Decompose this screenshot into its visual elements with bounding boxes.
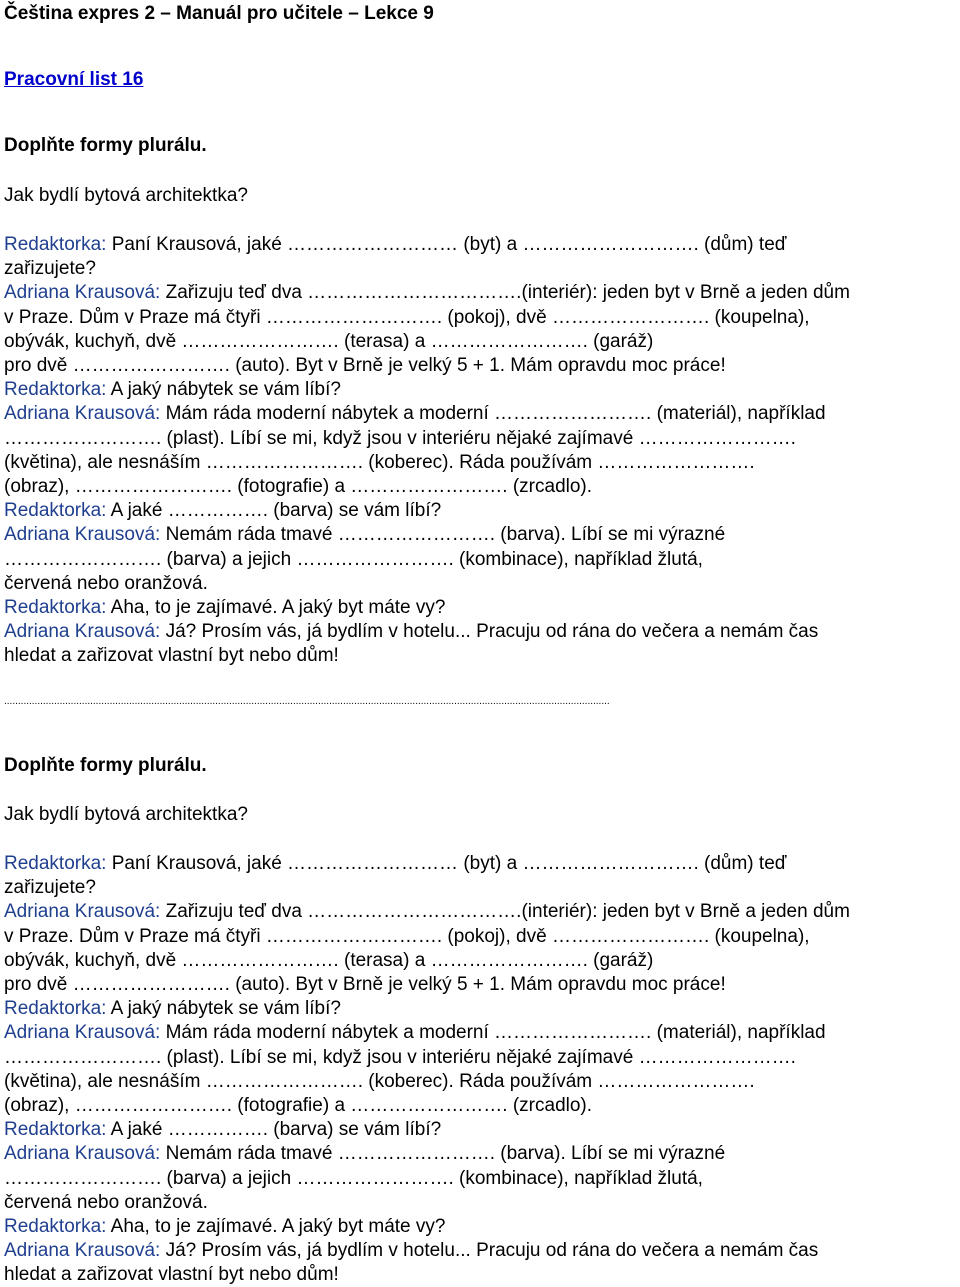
dialogue-line	[4, 402, 826, 426]
dialogue-line	[4, 499, 441, 523]
dialogue-text: pro dvě ……………………. (auto). Byt v Brně je velký 5 + 1. Mám opravdu moc práce!	[4, 355, 726, 376]
dialogue-text: (květina), ale nesnáším ……………………. (koberec). Ráda používám …………………….	[4, 1070, 755, 1092]
dialogue-text: Mám ráda moderní nábytek a moderní ……………………. (materiál), například	[160, 403, 826, 425]
dialogue-text: ……………………. (plast). Líbí se mi, když jsou v interiéru nějaké zajímavé …………………….	[4, 427, 796, 449]
dialogue-line	[4, 1263, 339, 1287]
section-separator: ..........................................................................................................................................................................................................................	[4, 696, 610, 707]
dialogue-line	[4, 1046, 796, 1070]
dialogue-text: (květina), ale nesnáším ……………………. (koberec). Ráda používám …………………….	[4, 451, 755, 473]
dialogue-text: Já? Prosím vás, já bydlím v hotelu... Pracuju od rána do večera a nemám čas	[160, 621, 819, 643]
dialogue-text: hledat a zařizovat vlastní byt nebo dům!	[4, 1264, 339, 1286]
speaker-label: Adriana Krausová:	[4, 524, 161, 546]
dialogue-line	[4, 281, 850, 305]
speaker-label: Adriana Krausová:	[4, 901, 161, 923]
dialogue-line	[4, 973, 726, 997]
dialogue-text: v Praze. Dům v Praze má čtyři ………………………. (pokoj), dvě ……………………. (koupelna),	[4, 306, 810, 328]
dialogue-text: Paní Krausová, jaké ……………………… (byt) a ………………………. (dům) teď	[106, 234, 787, 255]
dialogue-line	[4, 1215, 445, 1239]
dialogue-text: obývák, kuchyň, dvě ……………………. (terasa) a ……………………. (garáž)	[4, 949, 654, 971]
dialogue-text: Paní Krausová, jaké ……………………… (byt) a ………………………. (dům) teď	[106, 853, 787, 874]
document-header: Čeština expres 2 – Manuál pro učitele – Lekce 9	[4, 3, 434, 24]
dialogue-line	[4, 475, 592, 499]
dialogue-text: ……………………. (barva) a jejich ……………………. (kombinace), například žlutá,	[4, 1167, 703, 1189]
dialogue-line	[4, 306, 810, 330]
dialogue-text: A jaké ……………. (barva) se vám líbí?	[106, 1119, 442, 1141]
dialogue-text: zařizujete?	[4, 258, 96, 280]
speaker-label: Redaktorka:	[4, 998, 107, 1020]
speaker-label: Redaktorka:	[4, 1119, 107, 1141]
dialogue-line	[4, 233, 786, 257]
dialogue-line	[4, 427, 796, 451]
speaker-label: Redaktorka:	[4, 1216, 107, 1237]
dialogue-line	[4, 1021, 826, 1045]
dialogue-text: A jaké ……………. (barva) se vám líbí?	[106, 500, 442, 522]
speaker-label: Adriana Krausová:	[4, 621, 161, 643]
dialogue-text: Aha, to je zajímavé. A jaký byt máte vy?	[106, 597, 446, 618]
dialogue-line	[4, 876, 96, 900]
dialogue-line	[4, 620, 818, 644]
dialogue-line	[4, 596, 445, 620]
dialogue-line	[4, 900, 850, 924]
speaker-label: Adriana Krausová:	[4, 282, 161, 304]
dialogue-text: (obraz), ……………………. (fotografie) a ……………………. (zrcadlo).	[4, 476, 593, 497]
dialogue-text: ……………………. (plast). Líbí se mi, když jsou v interiéru nějaké zajímavé …………………….	[4, 1046, 796, 1068]
dialogue-text: Mám ráda moderní nábytek a moderní ……………………. (materiál), například	[160, 1022, 826, 1044]
dialogue-text: Nemám ráda tmavé ……………………. (barva). Líbí se mi výrazné	[160, 1143, 726, 1165]
dialogue-text: hledat a zařizovat vlastní byt nebo dům!	[4, 645, 339, 667]
speaker-label: Redaktorka:	[4, 853, 107, 874]
dialogue-text: A jaký nábytek se vám líbí?	[106, 998, 341, 1020]
section-1-heading: Doplňte formy plurálu.	[4, 135, 207, 156]
speaker-label: Redaktorka:	[4, 500, 107, 522]
dialogue-line	[4, 1191, 208, 1215]
speaker-label: Adriana Krausová:	[4, 1143, 161, 1165]
section-1-subtitle: Jak bydlí bytová architektka?	[4, 185, 248, 206]
speaker-label: Adriana Krausová:	[4, 1240, 161, 1262]
dialogue-text: Zařizuju teď dva …………………………….(interiér): jeden byt v Brně a jeden dům	[160, 282, 850, 304]
dialogue-line	[4, 354, 726, 378]
worksheet-link[interactable]: Pracovní list 16	[4, 69, 144, 90]
dialogue-text: Zařizuju teď dva …………………………….(interiér): jeden byt v Brně a jeden dům	[160, 901, 850, 923]
dialogue-text: A jaký nábytek se vám líbí?	[106, 379, 341, 401]
dialogue-line	[4, 997, 341, 1021]
section-2-heading: Doplňte formy plurálu.	[4, 755, 207, 776]
dialogue-text: ……………………. (barva) a jejich ……………………. (kombinace), například žlutá,	[4, 548, 703, 570]
dialogue-text: zařizujete?	[4, 877, 96, 899]
dialogue-line	[4, 1094, 592, 1118]
dialogue-line	[4, 1167, 703, 1191]
speaker-label: Redaktorka:	[4, 379, 107, 401]
dialogue-text: v Praze. Dům v Praze má čtyři ………………………. (pokoj), dvě ……………………. (koupelna),	[4, 925, 810, 947]
section-2-subtitle: Jak bydlí bytová architektka?	[4, 804, 248, 825]
dialogue-text: Já? Prosím vás, já bydlím v hotelu... Pracuju od rána do večera a nemám čas	[160, 1240, 819, 1262]
dialogue-text: (obraz), ……………………. (fotografie) a ……………………. (zrcadlo).	[4, 1095, 593, 1116]
dialogue-line	[4, 925, 810, 949]
dialogue-line	[4, 1118, 441, 1142]
dialogue-line	[4, 378, 341, 402]
dialogue-line	[4, 572, 208, 596]
dialogue-line	[4, 1142, 725, 1166]
dialogue-line	[4, 1239, 818, 1263]
dialogue-text: Nemám ráda tmavé ……………………. (barva). Líbí se mi výrazné	[160, 524, 726, 546]
dialogue-line	[4, 1070, 755, 1094]
speaker-label: Adriana Krausová:	[4, 1022, 161, 1044]
speaker-label: Redaktorka:	[4, 597, 107, 618]
dialogue-line	[4, 330, 653, 354]
dialogue-line	[4, 644, 339, 668]
dialogue-text: Aha, to je zajímavé. A jaký byt máte vy?	[106, 1216, 446, 1237]
dialogue-line	[4, 949, 653, 973]
dialogue-text: pro dvě ……………………. (auto). Byt v Brně je velký 5 + 1. Mám opravdu moc práce!	[4, 974, 726, 995]
speaker-label: Redaktorka:	[4, 234, 107, 255]
dialogue-text: červená nebo oranžová.	[4, 572, 208, 594]
dialogue-text: červená nebo oranžová.	[4, 1191, 208, 1213]
dialogue-line	[4, 852, 786, 876]
dialogue-line	[4, 257, 96, 281]
dialogue-line	[4, 523, 725, 547]
dialogue-line	[4, 451, 755, 475]
dialogue-text: obývák, kuchyň, dvě ……………………. (terasa) a ……………………. (garáž)	[4, 330, 654, 352]
dialogue-line	[4, 548, 703, 572]
speaker-label: Adriana Krausová:	[4, 403, 161, 425]
